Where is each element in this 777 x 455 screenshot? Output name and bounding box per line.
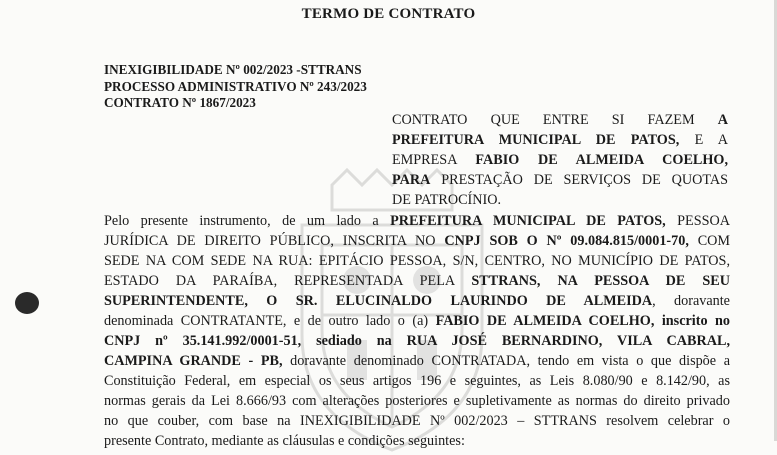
contract-summary bbox=[392, 110, 728, 210]
body-line-4: ESTADO DA PARAÍBA, REPRESENTADA PELA STTRANS, NA PESSOA DE SEU bbox=[104, 273, 730, 289]
binder-punch-hole bbox=[15, 292, 39, 314]
contrato-line: CONTRATO Nº 1867/2023 bbox=[104, 95, 256, 110]
body-line-8: CAMPINA GRANDE - PB, doravante denominado CONTRATADA, tendo em vista o que dispõe a bbox=[104, 353, 730, 369]
contract-header bbox=[104, 62, 367, 112]
summary-line-2: PREFEITURA MUNICIPAL DE PATOS, E A bbox=[392, 132, 728, 148]
body-line-7: CNPJ nº 35.141.992/0001-51, sediado na RUA JOSÉ BERNARDINO, VILA CABRAL, bbox=[104, 333, 730, 349]
body-line-12: presente Contrato, mediante as cláusulas e condições seguintes: bbox=[104, 433, 465, 449]
inexigibilidade-line: INEXIGIBILIDADE Nº 002/2023 -STTRANS bbox=[104, 62, 362, 77]
contract-preamble bbox=[104, 211, 730, 451]
body-line-11: no que couber, com base na INEXIGIBILIDADE Nº 002/2023 – STTRANS resolvem celebrar o bbox=[104, 413, 730, 429]
summary-line-5: DE PATROCÍNIO. bbox=[392, 192, 502, 208]
summary-line-4: PARA PRESTAÇÃO DE SERVIÇOS DE QUOTAS bbox=[392, 172, 728, 188]
document-title: TERMO DE CONTRATO bbox=[301, 6, 476, 22]
body-line-10: normas gerais da Lei 8.666/93 com alterações posteriores e supletivamente as normas do direito privado bbox=[104, 393, 730, 409]
body-line-2: JURÍDICA DE DIREITO PÚBLICO, INSCRITA NO CNPJ SOB O Nº 09.084.815/0001-70, COM bbox=[104, 233, 730, 249]
body-line-1: Pelo presente instrumento, de um lado a PREFEITURA MUNICIPAL DE PATOS, PESSOA bbox=[104, 213, 730, 229]
body-line-5: SUPERINTENDENTE, O SR. ELUCINALDO LAURINDO DE ALMEIDA, doravante bbox=[104, 293, 730, 309]
body-line-3: SEDE NA COM SEDE NA RUA: EPITÁCIO PESSOA, S/N, CENTRO, NO MUNICÍPIO DE PATOS, bbox=[104, 253, 730, 269]
summary-line-3: EMPRESA FABIO DE ALMEIDA COELHO, bbox=[392, 152, 728, 168]
processo-line: PROCESSO ADMINISTRATIVO Nº 243/2023 bbox=[104, 78, 367, 94]
body-line-9: Constituição Federal, em especial os seus artigos 196 e seguintes, as Leis 8.080/90 e 8.142/90, as bbox=[104, 373, 730, 389]
summary-line-1: CONTRATO QUE ENTRE SI FAZEM A bbox=[392, 112, 728, 128]
body-line-6: denominada CONTRATANTE, e de outro lado o (a) FABIO DE ALMEIDA COELHO, inscrito no bbox=[104, 313, 730, 329]
